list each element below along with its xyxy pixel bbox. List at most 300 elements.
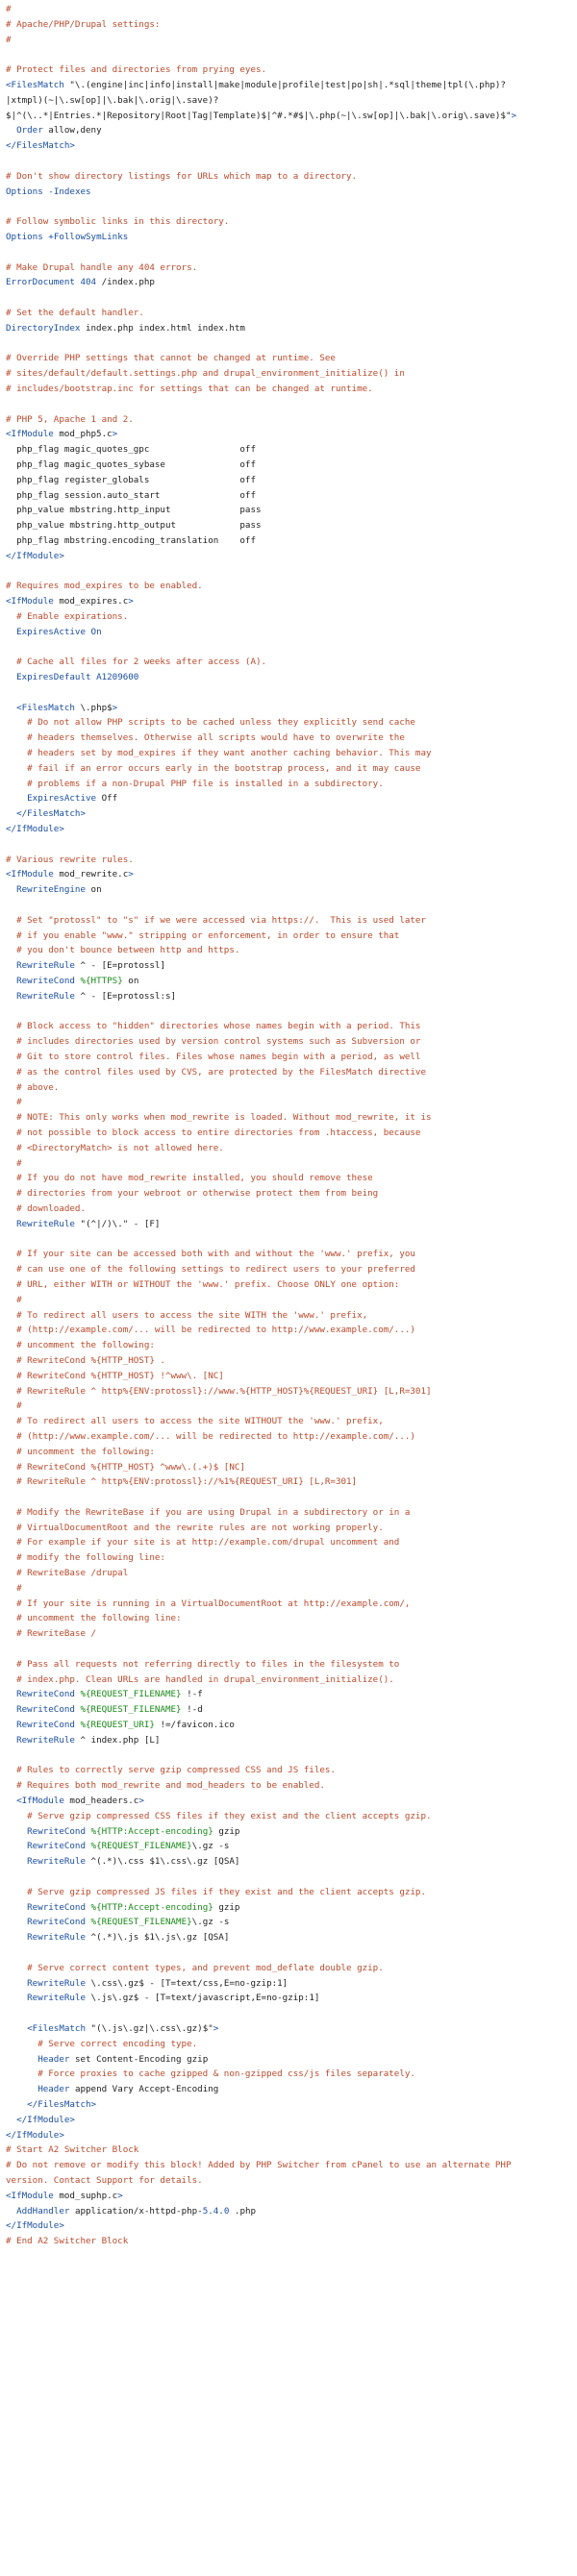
code-text: on: [86, 884, 102, 896]
code-line: [6, 1505, 577, 1521]
code-line: [6, 2143, 577, 2158]
code-text: [6, 1735, 16, 1746]
code-line: [6, 2113, 577, 2128]
code-line: [6, 290, 577, 306]
code-line: [6, 1445, 577, 1460]
code-text: [6, 703, 16, 713]
code-line: [6, 579, 577, 594]
code-line: [6, 366, 577, 382]
code-comment: # Cache all files for 2 weeks after access (A).: [6, 656, 267, 668]
code-text: php_flag magic_quotes_sybase off: [6, 458, 256, 470]
code-text: [6, 991, 16, 1002]
code-text: [6, 1902, 27, 1913]
code-line: [6, 2082, 577, 2097]
code-directive: <FilesMatch: [27, 2022, 86, 2034]
code-line: [6, 1702, 577, 1718]
code-text: [6, 1826, 27, 1837]
code-directive: DirectoryIndex: [6, 322, 81, 334]
code-comment: # End A2 Switcher Block: [6, 2236, 129, 2247]
code-comment: # sites/default/default.settings.php and drupal_environment_initialize() in: [6, 368, 405, 380]
code-directive: On: [90, 626, 102, 637]
code-comment: # if you enable "www." stripping or enforcement, in order to ensure that: [6, 929, 400, 941]
code-text: gzip: [213, 1825, 240, 1837]
code-line: [6, 1095, 577, 1110]
code-line: [6, 1581, 577, 1597]
code-line: [6, 655, 577, 670]
code-comment: # NOTE: This only works when mod_rewrite is loaded. Without mod_rewrite, it is: [6, 1112, 432, 1124]
code-directive: >: [138, 1796, 144, 1807]
code-line: [6, 185, 577, 200]
code-comment: # (http://example.com/... will be redirected to http://www.example.com/...): [6, 1325, 415, 1336]
code-line: [6, 806, 577, 822]
code-line: [6, 1718, 577, 1733]
code-line: [6, 2234, 577, 2249]
code-directive: 5.4.0: [202, 2205, 230, 2217]
code-text: php_value mbstring.http_input pass: [6, 505, 262, 516]
code-text: [6, 884, 16, 895]
code-line: [6, 625, 577, 640]
code-directive: <FilesMatch: [6, 79, 64, 90]
code-text: php_value mbstring.http_output pass: [6, 520, 262, 532]
code-line: [6, 47, 577, 62]
code-text: [6, 2054, 38, 2065]
code-text: [6, 793, 27, 804]
code-directive: </IfModule>: [6, 2129, 64, 2141]
code-text: [6, 808, 16, 819]
code-line: [6, 93, 577, 109]
code-line: [6, 1626, 577, 1642]
code-directive: <IfModule: [16, 1796, 64, 1807]
code-line: [6, 1550, 577, 1566]
code-line: [6, 230, 577, 245]
code-line: [6, 1399, 577, 1414]
code-comment: # includes/bootstrap.inc for settings that can be changed at runtime.: [6, 383, 373, 394]
code-text: [6, 1917, 27, 1927]
code-comment: # RewriteRule ^ http%{ENV:protossl}://%1%{REQUEST_URI} [L,R=301]: [6, 1476, 358, 1488]
code-text: [6, 1841, 27, 1851]
code-text: "(^|/)\." - [F]: [74, 1218, 161, 1229]
code-directive: >: [128, 596, 134, 607]
code-directive: RewriteCond: [27, 1841, 86, 1852]
code-comment: # directories from your webroot or otherwise protect them from being: [6, 1188, 379, 1200]
code-line: [6, 685, 577, 701]
code-directive: <IfModule: [6, 596, 54, 607]
code-line: [6, 1247, 577, 1262]
code-text: \.gz -s: [191, 1841, 230, 1852]
code-line: [6, 929, 577, 944]
code-line: [6, 943, 577, 958]
code-text: [6, 976, 16, 986]
code-text: [6, 2023, 27, 2034]
code-comment: # Apache/PHP/Drupal settings:: [6, 18, 161, 30]
code-text: mod_headers.c: [63, 1796, 139, 1807]
code-text: ^ - [E=protossl]: [74, 960, 165, 972]
code-comment: # Requires both mod_rewrite and mod_headers to be enabled.: [6, 1780, 325, 1792]
code-directive: A1209600: [96, 672, 139, 683]
code-line: [6, 594, 577, 609]
code-comment: # (http://www.example.com/... will be redirected to http://example.com/...): [6, 1430, 415, 1442]
code-text: |xtmpl)(~|\.sw[op]|\.bak|\.orig|\.save)?: [6, 94, 219, 106]
code-directive: >: [112, 702, 118, 713]
code-comment: #: [6, 1582, 22, 1594]
code-comment: #: [6, 34, 12, 45]
code-text: php_flag register_globals off: [6, 474, 256, 485]
code-line: [6, 1004, 577, 1020]
code-text: \.gz -s: [191, 1917, 230, 1928]
code-directive: RewriteRule: [16, 1218, 75, 1229]
code-directive: RewriteRule: [16, 960, 75, 972]
code-comment: #: [6, 1097, 22, 1108]
code-line: [6, 1369, 577, 1384]
code-text: \.css\.gz$ - [T=text/css,E=no-gzip:1]: [86, 1977, 288, 1989]
code-line: [6, 1232, 577, 1248]
code-text: [6, 1720, 16, 1730]
code-comment: # RewriteCond %{HTTP_HOST} ^www\.(.+)$ [NC]: [6, 1461, 245, 1473]
code-comment: # Enable expirations.: [6, 610, 129, 622]
code-text: $|^(\..*|Entries.*|Repository|Root|Tag|Template)$|^#.*#$|\.php(~|\.sw[op]|\.bak|\.orig\.save)$": [6, 110, 512, 121]
code-line: [6, 1687, 577, 1702]
code-comment: # headers themselves. Otherwise all scripts would have to overwrite the: [6, 732, 405, 744]
code-line: [6, 1597, 577, 1612]
code-comment: # Make Drupal handle any 404 errors.: [6, 261, 198, 273]
code-text: php_flag mbstring.encoding_translation off: [6, 534, 256, 546]
code-text: [6, 1796, 16, 1806]
code-directive: RewriteCond: [27, 1901, 86, 1913]
code-text: ^ index.php [L]: [74, 1734, 161, 1746]
code-text: application/x-httpd-php-: [69, 2205, 203, 2217]
code-line: [6, 442, 577, 458]
code-directive: RewriteRule: [27, 1856, 86, 1868]
code-comment: # Serve gzip compressed CSS files if they exist and the client accepts gzip.: [6, 1810, 432, 1821]
code-directive: RewriteCond: [27, 1917, 86, 1928]
code-line: [6, 1839, 577, 1854]
code-directive: RewriteCond: [16, 1720, 75, 1731]
code-line: [6, 1384, 577, 1399]
code-text: append Vary Accept-Encoding: [69, 2084, 219, 2095]
code-text: [6, 1993, 27, 2003]
code-line: [6, 1521, 577, 1536]
code-text: [6, 1704, 16, 1715]
code-directive: 404: [80, 277, 97, 288]
code-line: [6, 837, 577, 853]
code-directive: </IfModule>: [6, 2220, 64, 2232]
code-comment: # uncomment the following:: [6, 1340, 155, 1351]
code-line: [6, 2037, 577, 2052]
code-line: [6, 1900, 577, 1916]
code-comment: # modify the following line:: [6, 1552, 165, 1564]
code-line: [6, 154, 577, 169]
code-comment: # RewriteBase /drupal: [6, 1568, 129, 1579]
code-comment: # Pass all requests not referring directly to files in the filesystem to: [6, 1658, 400, 1670]
code-text: "\.(engine|inc|info|install|make|module|profile|test|po|sh|.*sql|theme|tpl(\.php)?: [63, 79, 506, 90]
code-line: [6, 1050, 577, 1065]
code-line: [6, 715, 577, 731]
code-line: [6, 898, 577, 913]
code-comment: #: [6, 1157, 22, 1169]
code-line: [6, 214, 577, 230]
code-line: [6, 17, 577, 33]
code-text: [6, 1932, 27, 1943]
code-line: [6, 1870, 577, 1885]
code-line: [6, 1126, 577, 1141]
code-line: [6, 1733, 577, 1748]
code-line: [6, 761, 577, 777]
code-line: [6, 1991, 577, 2006]
code-comment: #: [6, 4, 12, 14]
code-directive: RewriteRule: [27, 1977, 86, 1989]
code-directive: <IfModule: [6, 869, 54, 880]
code-text: mod_rewrite.c: [53, 869, 129, 880]
code-line: [6, 1915, 577, 1930]
code-text: [6, 1689, 16, 1699]
code-directive: ErrorDocument: [6, 277, 75, 288]
code-text: allow,deny: [42, 125, 102, 136]
code-directive: RewriteRule: [16, 1734, 75, 1746]
code-line: [6, 731, 577, 746]
code-line: [6, 109, 577, 124]
code-line: [6, 989, 577, 1004]
code-line: [6, 427, 577, 442]
code-line: [6, 1778, 577, 1794]
code-line: [6, 2021, 577, 2037]
code-line: [6, 321, 577, 336]
code-comment: # Git to store control files. Files whose names begin with a period, as well: [6, 1051, 421, 1062]
code-line: [6, 458, 577, 473]
code-text: \.js\.gz$ - [T=text/javascript,E=no-gzip:1]: [86, 1993, 320, 2004]
code-text: set Content-Encoding gzip: [69, 2053, 209, 2065]
code-line: [6, 1141, 577, 1156]
code-line: [6, 1414, 577, 1429]
code-line: [6, 882, 577, 898]
code-line: [6, 1065, 577, 1080]
code-line: [6, 746, 577, 761]
code-text: [6, 2206, 16, 2217]
code-comment: # RewriteCond %{HTTP_HOST} .: [6, 1354, 165, 1366]
code-line: [6, 260, 577, 276]
code-line: [6, 1809, 577, 1824]
code-comment: # not possible to block access to entire directories from .htaccess, because: [6, 1127, 421, 1138]
code-directive: Options: [6, 231, 43, 242]
code-comment: #: [6, 1400, 22, 1412]
code-comment: # problems if a non-Drupal PHP file is installed in a subdirectory.: [6, 778, 384, 789]
code-directive: -Indexes: [48, 186, 91, 197]
code-comment: #: [6, 1294, 22, 1305]
code-comment: # For example if your site is at http://example.com/drupal uncomment and: [6, 1537, 400, 1548]
code-line: [6, 1293, 577, 1308]
code-line: [6, 791, 577, 806]
code-comment: # If your site is running in a VirtualDocumentRoot at http://example.com/,: [6, 1598, 411, 1609]
code-directive: >: [112, 429, 118, 440]
code-directive: </FilesMatch>: [6, 140, 75, 152]
code-line: [6, 336, 577, 352]
code-line: [6, 2052, 577, 2068]
code-text: [6, 125, 16, 136]
code-text: !-f: [181, 1689, 203, 1700]
code-variable: %{REQUEST_FILENAME}: [90, 1917, 192, 1928]
code-text: \.php$: [74, 702, 113, 713]
code-comment: # Override PHP settings that cannot be changed at runtime. See: [6, 353, 336, 364]
code-line: [6, 1171, 577, 1186]
code-comment: # RewriteBase /: [6, 1628, 97, 1640]
code-line: [6, 1748, 577, 1764]
code-line: [6, 138, 577, 154]
code-comment: # PHP 5, Apache 1 and 2.: [6, 413, 134, 425]
code-directive: </IfModule>: [6, 550, 64, 561]
code-text: [6, 1856, 27, 1867]
code-text: php_flag magic_quotes_gpc off: [6, 444, 256, 456]
code-line: [6, 2067, 577, 2082]
code-line: [6, 78, 577, 93]
code-comment: # If your site can be accessed both with and without the 'www.' prefix, you: [6, 1249, 415, 1260]
code-text: [6, 1219, 16, 1229]
code-line: [6, 275, 577, 290]
code-comment: # fail if an error occurs early in the bootstrap process, and it may cause: [6, 762, 421, 774]
code-text: php_flag session.auto_start off: [6, 489, 256, 501]
code-comment: # To redirect all users to access the site WITH the 'www.' prefix,: [6, 1309, 368, 1321]
code-line: [6, 2204, 577, 2219]
code-directive: ExpiresDefault: [16, 672, 91, 683]
code-line: [6, 1535, 577, 1550]
code-line: [6, 2218, 577, 2234]
code-comment: # includes directories used by version control systems such as Subversion or: [6, 1036, 421, 1048]
code-line: [6, 670, 577, 685]
code-text: [6, 2084, 38, 2094]
code-line: [6, 1460, 577, 1475]
code-text: on: [122, 976, 139, 986]
code-line: [6, 1338, 577, 1353]
code-directive: RewriteEngine: [16, 884, 86, 896]
code-text: /index.php: [96, 277, 155, 288]
code-line: [6, 1930, 577, 1945]
code-text: [6, 627, 16, 637]
code-variable: %{HTTPS}: [80, 976, 123, 986]
code-line: [6, 1642, 577, 1657]
code-line: [6, 609, 577, 625]
code-directive: RewriteCond: [27, 1825, 86, 1837]
code-comment: # Set "protossl" to "s" if we were accessed via https://. This is used later: [6, 914, 426, 926]
code-line: [6, 777, 577, 792]
code-line: [6, 1034, 577, 1050]
code-comment: # VirtualDocumentRoot and the rewrite rules are not working properly.: [6, 1522, 384, 1533]
code-line: [6, 62, 577, 78]
code-directive: ExpiresActive: [16, 626, 86, 637]
code-text: Off: [96, 793, 118, 805]
code-text: ^ - [E=protossl:s]: [74, 990, 177, 1002]
code-comment: # you don't bounce between http and https.: [6, 945, 240, 956]
code-comment: # Modify the RewriteBase if you are using Drupal in a subdirectory or in a: [6, 1506, 411, 1518]
code-variable: %{REQUEST_FILENAME}: [80, 1704, 182, 1716]
code-line: [6, 1976, 577, 1992]
code-comment: # Don't show directory listings for URLs which map to a directory.: [6, 170, 358, 182]
code-comment: # downloaded.: [6, 1202, 86, 1214]
code-directive: RewriteCond: [16, 1689, 75, 1700]
code-directive: >: [128, 869, 134, 880]
code-comment: # Rules to correctly serve gzip compressed CSS and JS files.: [6, 1765, 336, 1776]
code-text: !-d: [181, 1704, 203, 1716]
code-directive: </IfModule>: [16, 2114, 75, 2125]
code-comment: # Protect files and directories from prying eyes.: [6, 64, 267, 76]
code-line: [6, 1794, 577, 1809]
code-line: [6, 822, 577, 837]
code-directive: <IfModule: [6, 429, 54, 440]
code-comment: # Do not allow PHP scripts to be cached unless they explicitly send cache: [6, 717, 415, 729]
code-text: mod_suphp.c: [53, 2190, 118, 2201]
code-text: ^(.*)\.css $1\.css\.gz [QSA]: [86, 1856, 240, 1868]
code-line: [6, 1186, 577, 1201]
code-line: [6, 1156, 577, 1172]
code-line: [6, 123, 577, 138]
code-line: [6, 1080, 577, 1096]
code-line: [6, 503, 577, 518]
code-variable: %{HTTP:Accept-encoding}: [90, 1825, 213, 1837]
code-line: [6, 639, 577, 655]
code-variable: %{REQUEST_URI}: [80, 1720, 155, 1731]
code-comment: # URL, either WITH or WITHOUT the 'www.' prefix. Choose ONLY one option:: [6, 1278, 400, 1290]
code-line: [6, 913, 577, 929]
code-line: [6, 533, 577, 549]
code-directive: <FilesMatch: [16, 702, 75, 713]
code-line: [6, 1657, 577, 1672]
code-directive: RewriteRule: [27, 1932, 86, 1944]
code-variable: %{REQUEST_FILENAME}: [80, 1689, 182, 1700]
code-text: mod_expires.c: [53, 596, 129, 607]
code-line: [6, 1854, 577, 1870]
code-line: [6, 473, 577, 488]
code-comment: # If you do not have mod_rewrite installed, you should remove these: [6, 1173, 373, 1184]
code-text: ^(.*)\.js $1\.js\.gz [QSA]: [86, 1932, 230, 1944]
code-line: [6, 1672, 577, 1688]
code-line: [6, 33, 577, 48]
code-text: index.php index.html index.htm: [80, 322, 245, 334]
code-text: gzip: [213, 1901, 240, 1913]
code-line: [6, 2173, 577, 2189]
code-line: [6, 1566, 577, 1581]
code-line: [6, 1474, 577, 1490]
code-line: [6, 397, 577, 412]
code-comment: # uncomment the following:: [6, 1446, 155, 1457]
code-line: [6, 1277, 577, 1293]
code-line: [6, 958, 577, 974]
code-comment: # Serve correct content types, and prevent mod_deflate double gzip.: [6, 1962, 384, 1973]
code-comment: # Start A2 Switcher Block: [6, 2144, 139, 2156]
code-line: [6, 2, 577, 17]
code-comment: # <DirectoryMatch> is not allowed here.: [6, 1142, 224, 1153]
code-directive: RewriteRule: [27, 1993, 86, 2004]
code-line: [6, 974, 577, 989]
code-line: [6, 2189, 577, 2204]
code-comment: # Set the default handler.: [6, 307, 144, 318]
code-comment: version. Contact Support for details.: [6, 2174, 203, 2186]
code-text: mod_php5.c: [53, 429, 113, 440]
code-text: [6, 960, 16, 971]
code-directive: <IfModule: [6, 2190, 54, 2201]
code-line: [6, 412, 577, 428]
code-comment: # can use one of the following settings to redirect users to your preferred: [6, 1264, 415, 1276]
code-text: [6, 2099, 27, 2110]
code-directive: +FollowSymLinks: [48, 231, 129, 242]
code-comment: # Requires mod_expires to be enabled.: [6, 581, 203, 592]
code-comment: # To redirect all users to access the site WITHOUT the 'www.' prefix,: [6, 1416, 384, 1427]
code-directive: RewriteRule: [16, 990, 75, 1002]
code-directive: Header: [38, 2053, 70, 2065]
code-line: [6, 518, 577, 533]
code-line: [6, 2158, 577, 2173]
code-line: [6, 351, 577, 366]
code-line: [6, 1308, 577, 1324]
code-variable: %{REQUEST_FILENAME}: [90, 1841, 192, 1852]
code-directive: AddHandler: [16, 2205, 70, 2217]
code-comment: # Follow symbolic links in this directory.: [6, 216, 230, 228]
